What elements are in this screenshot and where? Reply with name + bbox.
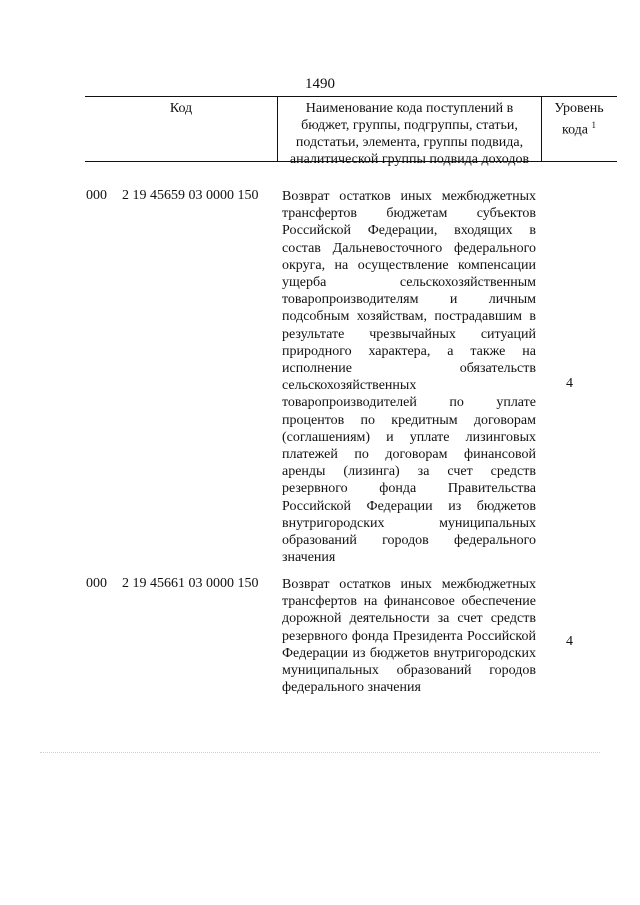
code-level: 4 [566, 376, 573, 391]
revenue-code: 2 19 45661 03 0000 150 [122, 576, 259, 591]
revenue-code: 2 19 45659 03 0000 150 [122, 188, 259, 203]
footnote-marker: 1 [591, 120, 597, 130]
revenue-description: Возврат остатков иных межбюджетных трансфертов на финансовое обеспечение дорожной деятельности за счет средств резервного фонда Президента Российской Федерации из бюджетов внутригородских муниципальных образований городов федерального значения [282, 577, 536, 696]
header-name-line: аналитической группы подвида доходов [289, 152, 530, 167]
table-header [85, 96, 617, 167]
header-name-line: подстатьи, элемента, группы подвида, [295, 135, 524, 150]
code-level: 4 [566, 634, 573, 649]
admin-code: 000 [86, 576, 107, 591]
header-name-line: бюджет, группы, подгруппы, статьи, [301, 118, 518, 133]
header-level-line: Уровень [554, 101, 604, 116]
header-level-word: кода [561, 122, 589, 138]
header-level [542, 97, 616, 161]
admin-code: 000 [86, 188, 107, 203]
header-name-line: Наименование кода поступлений в [305, 101, 514, 116]
scan-artifact-line [40, 752, 600, 755]
header-level-line [542, 117, 616, 139]
header-code: Код [169, 101, 193, 116]
revenue-description: Возврат остатков иных межбюджетных трансфертов бюджетам субъектов Российской Федерации, входящих в состав Дальневосточного федерального округа, на осуществление компенсации ущерба сельскохозяйственным товаропроизводителям и личным подсобным хозяйствам, пострадавшим в результате чрезвычайных ситуаций природного характера, а также на исполнение обязательств сельскохозяйственных товаропроизводителей по уплате процентов по кредитным договорам (соглашениям) и уплате лизинговых платежей по договорам финансовой аренды (лизинга) за счет средств резервного фонда Правительства Российской Федерации из бюджетов внутригородских муниципальных образований городов федерального значения [282, 189, 536, 566]
page-number: 1490 [305, 76, 335, 92]
header-name [277, 97, 542, 167]
